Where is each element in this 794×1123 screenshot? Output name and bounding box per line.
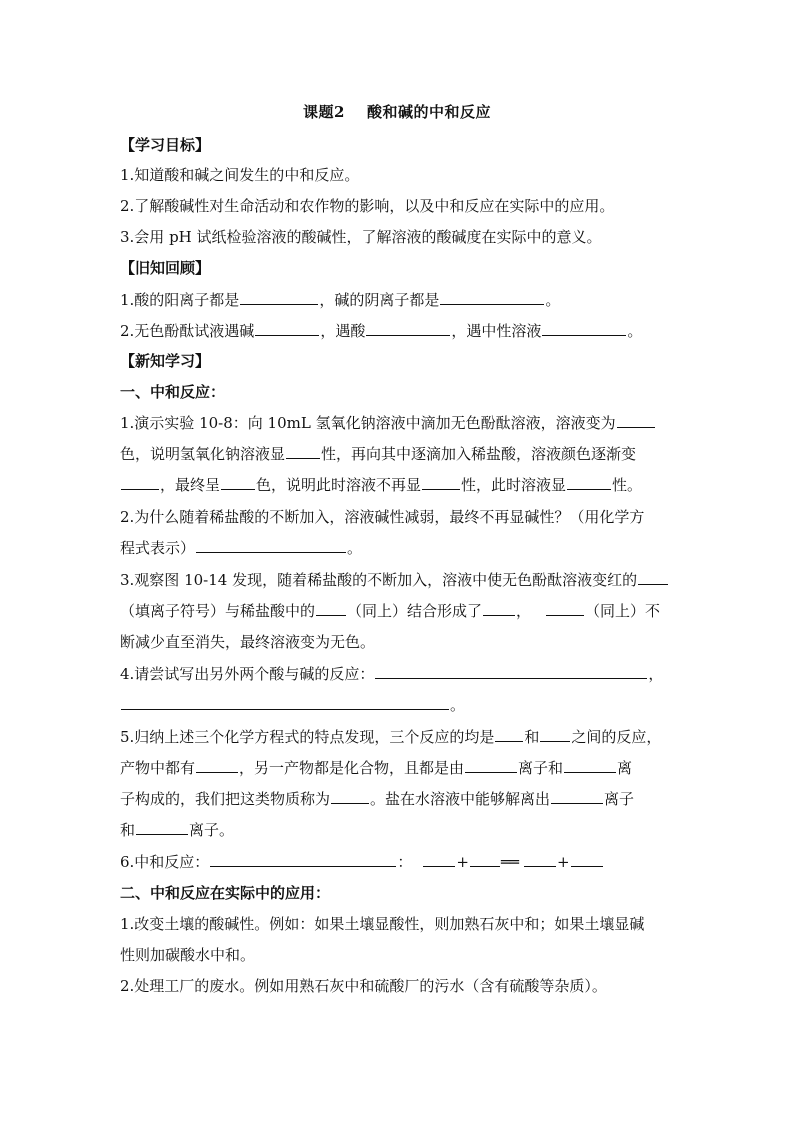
answer-blank[interactable] [551,789,603,804]
answer-blank[interactable] [546,601,584,616]
review-question-2: 2.无色酚酞试液遇碱 ，遇酸 ，遇中性溶液 。 [120,322,643,340]
answer-blank[interactable] [422,475,460,490]
question-1-line-3: ，最终呈 色，说明此时溶液不再显 性，此时溶液显 性。 [120,475,680,495]
objective-item: 1.知道酸和碱之间发生的中和反应。 [120,166,360,184]
question-3-line-3: 断减少直至消失，最终溶液变为无色。 [120,633,376,651]
answer-blank[interactable] [210,852,396,867]
answer-blank[interactable] [564,758,616,773]
answer-blank[interactable] [495,727,523,742]
answer-blank[interactable] [136,820,188,835]
lesson-name: 酸和碱的中和反应 [366,103,491,121]
answer-blank[interactable] [571,852,603,867]
answer-blank[interactable] [366,321,450,336]
answer-blank[interactable] [375,664,647,679]
answer-blank[interactable] [316,601,346,616]
answer-blank[interactable] [638,570,668,585]
answer-blank[interactable] [524,852,556,867]
answer-blank[interactable] [240,290,318,305]
question-5-line-2: 产物中都有 ，另一产物都是化合物，且都是由 离子和 离 [120,759,633,777]
answer-blank[interactable] [331,789,369,804]
answer-blank[interactable] [196,758,238,773]
question-3-line-2: （填离子符号）与稀盐酸中的 （同上）结合形成了 ， （同上）不 [120,602,661,620]
answer-blank[interactable] [221,475,255,490]
question-2-line-2: 程式表示） 。 [120,539,363,557]
answer-blank[interactable] [255,321,319,336]
new-learning-header: 【新知学习】 [120,352,211,370]
question-2-line-1: 2.为什么随着稀盐酸的不断加入，溶液碱性减弱，最终不再显碱性？（用化学方 [120,508,645,526]
question-4-line-1: 4.请尝试写出另外两个酸与碱的反应： ， [120,665,664,683]
answer-blank[interactable] [465,758,517,773]
question-1-line-2: 色，说明氢氧化钠溶液显 性，再向其中逐滴加入稀盐酸，溶液颜色逐渐变 [120,445,637,463]
objective-item: 3.会用 pH 试纸检验溶液的酸碱性，了解溶液的酸碱度在实际中的意义。 [120,228,602,246]
question-3-line-1: 3.观察图 10-14 发现，随着稀盐酸的不断加入，溶液中使无色酚酞溶液变红的 [120,570,680,590]
section-heading-2: 二、中和反应在实际中的应用： [120,884,331,902]
review-question-1: 1.酸的阳离子都是 ，碱的阴离子都是 。 [120,291,561,309]
question-6: 6.中和反应： ： + ══ + [120,852,680,872]
section-heading-1: 一、中和反应： [120,383,226,401]
answer-blank[interactable] [483,601,515,616]
question-5-line-1: 5.归纳上述三个化学方程式的特点发现，三个反应的均是 和 之间的反应， [120,728,662,746]
answer-blank[interactable] [567,475,611,490]
answer-blank[interactable] [423,852,455,867]
question-5-line-4: 和 离子。 [120,821,235,839]
lesson-number: 课题2 [303,103,345,121]
page-title [0,101,794,122]
answer-blank[interactable] [542,321,626,336]
application-2: 2.处理工厂的废水。例如用熟石灰中和硫酸厂的污水（含有硫酸等杂质）。 [120,977,607,995]
answer-blank[interactable] [540,727,570,742]
answer-blank[interactable] [470,852,500,867]
review-header: 【旧知回顾】 [120,259,211,277]
objective-item: 2.了解酸碱性对生命活动和农作物的影响，以及中和反应在实际中的应用。 [120,197,615,215]
answer-blank[interactable] [121,695,449,710]
application-1-line-1: 1.改变土壤的酸碱性。例如：如果土壤显酸性，则加熟石灰中和；如果土壤显碱 [120,915,645,933]
answer-blank[interactable] [617,413,655,428]
question-5-line-3: 子构成的，我们把这类物质称为 。盐在水溶液中能够解离出 离子 [120,790,635,808]
question-1-line-1: 1.演示实验 10-8：向 10mL 氢氧化钠溶液中滴加无色酚酞溶液，溶液变为 [120,413,680,433]
answer-blank[interactable] [196,538,346,553]
application-1-line-2: 性则加碳酸水中和。 [120,946,256,964]
objectives-header: 【学习目标】 [120,136,211,154]
question-4-line-2: 。 [120,695,680,715]
answer-blank[interactable] [286,444,320,459]
answer-blank[interactable] [440,290,544,305]
answer-blank[interactable] [121,475,159,490]
